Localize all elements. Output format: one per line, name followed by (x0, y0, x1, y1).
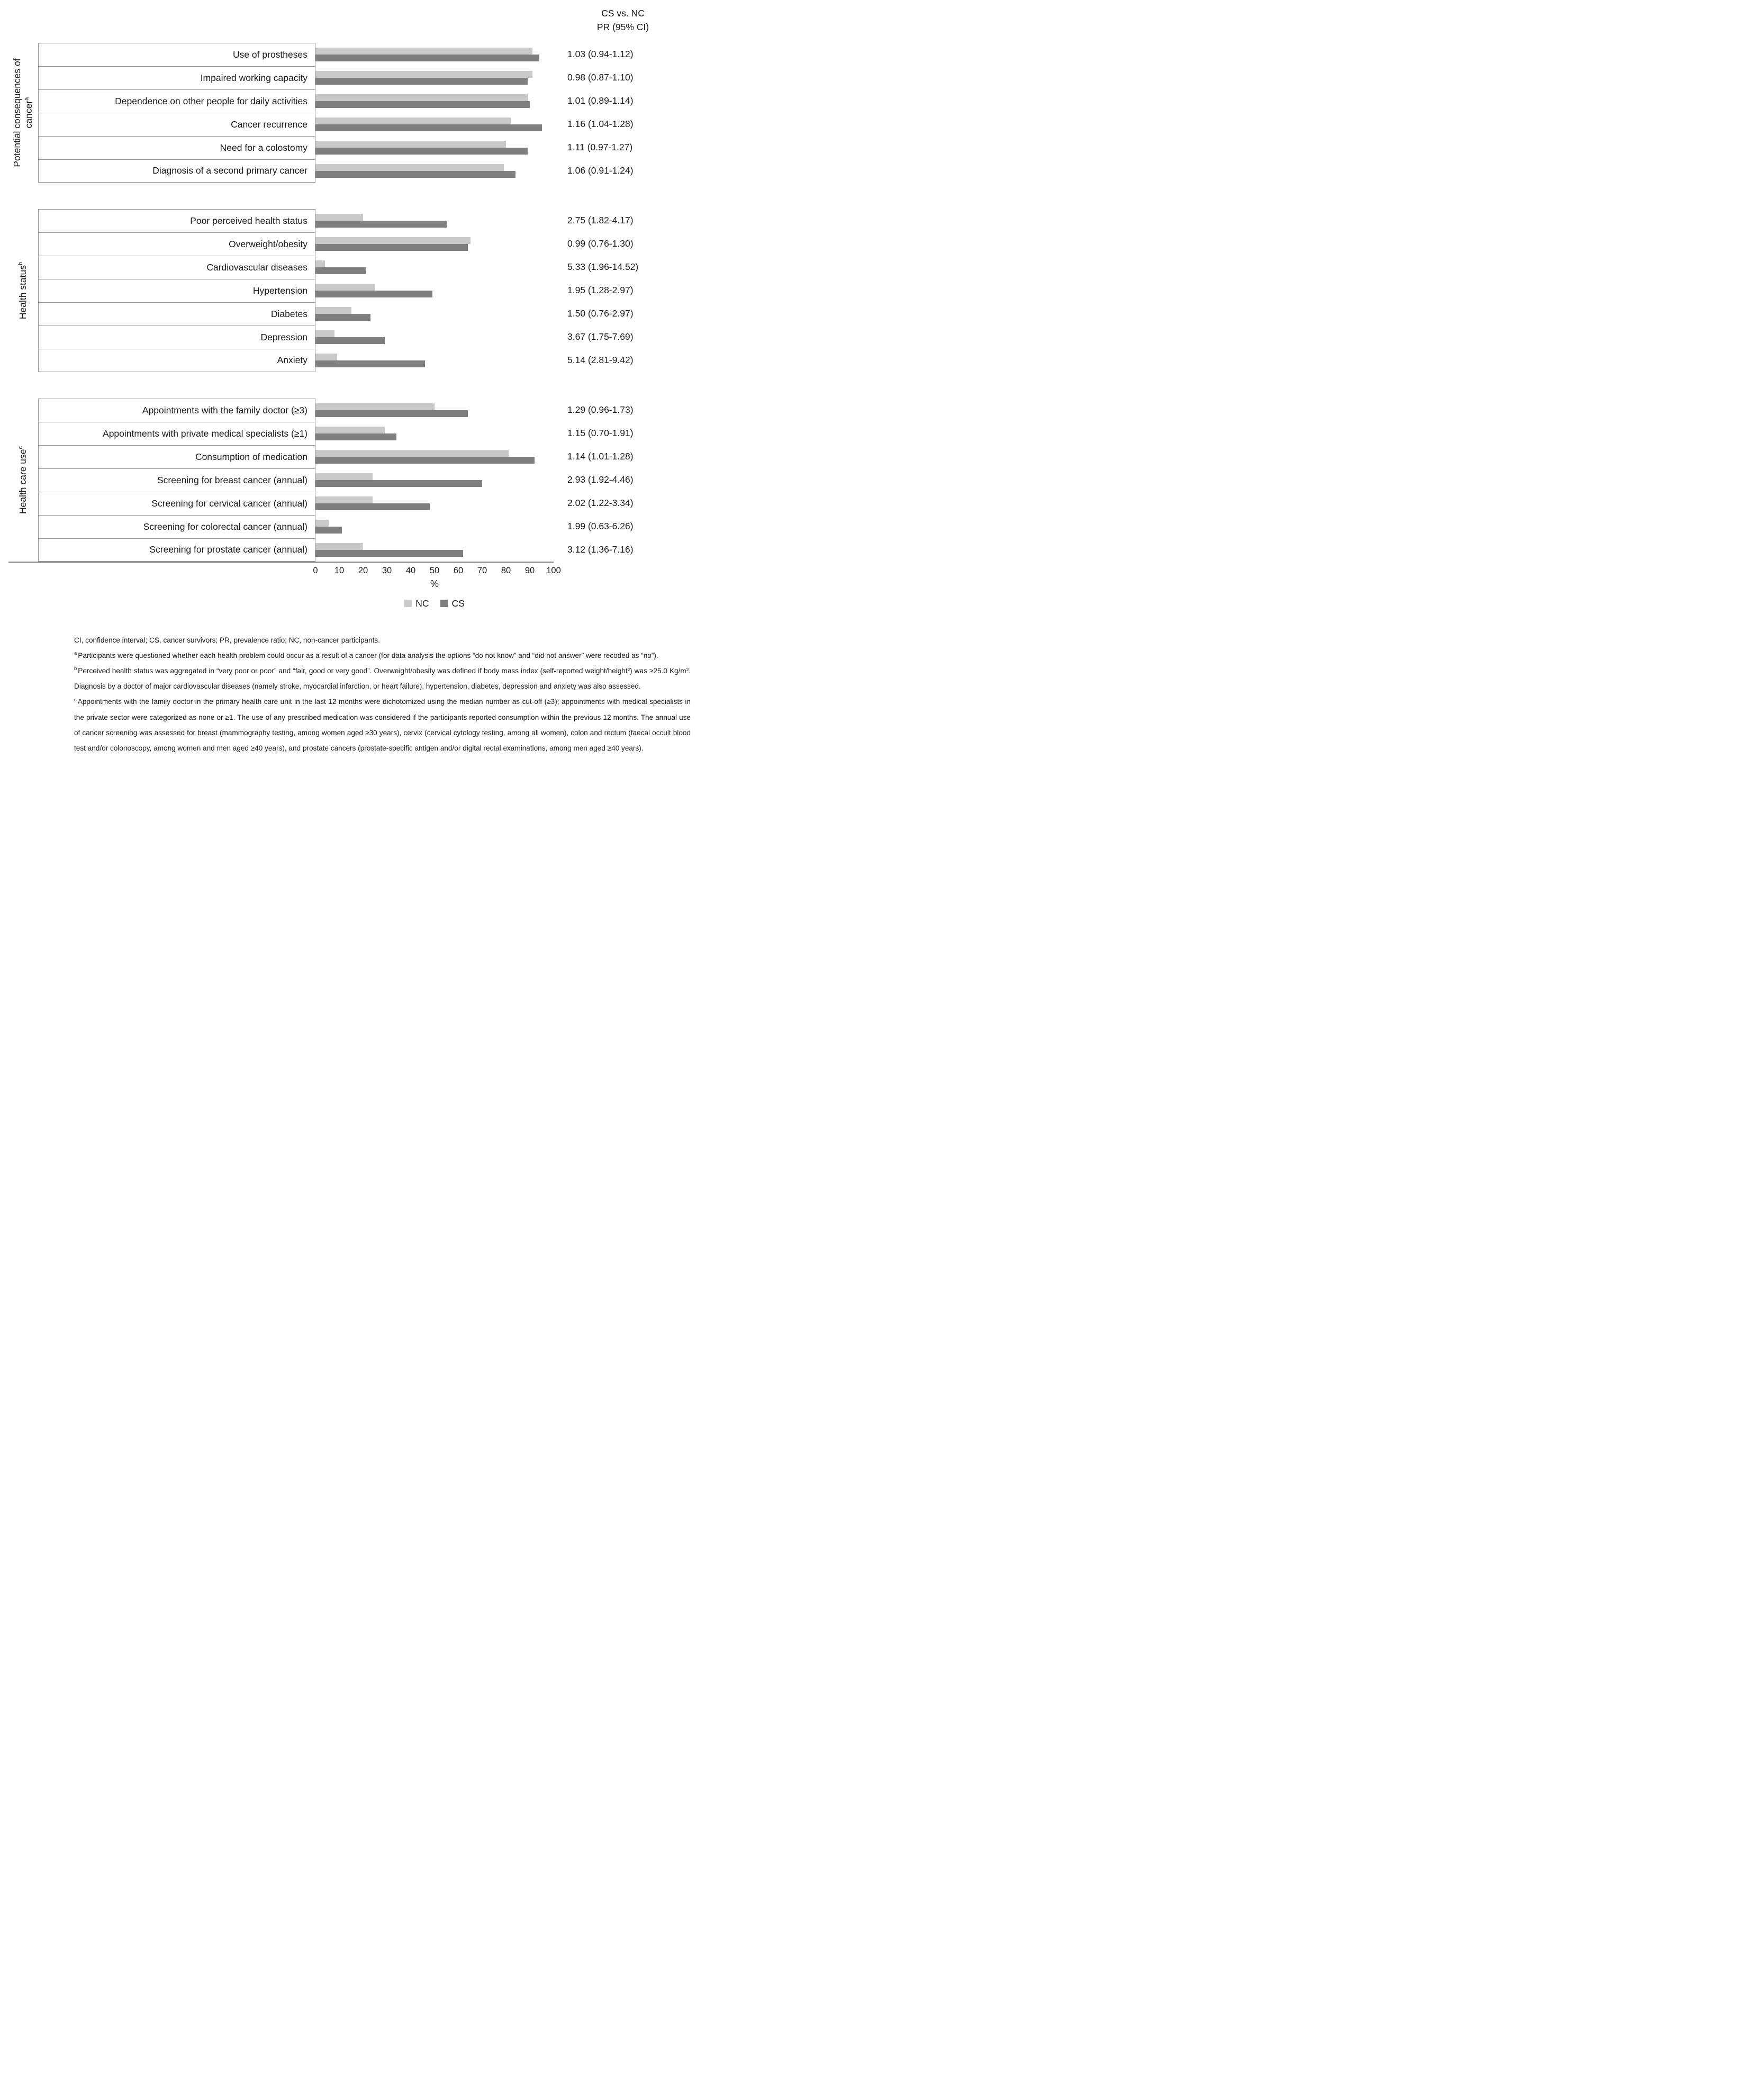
pr-value: 3.12 (1.36-7.16) (567, 544, 634, 555)
pr-value: 1.14 (1.01-1.28) (567, 451, 634, 462)
pr-header-line2: PR (95% CI) (596, 22, 649, 33)
cs-bar (315, 433, 396, 440)
x-axis-tick: 70 (477, 565, 487, 575)
cs-bar (315, 503, 430, 510)
nc-bar (315, 354, 337, 360)
row-bars (315, 209, 554, 232)
chart-row (38, 232, 697, 256)
row-bars (315, 445, 554, 468)
nc-bar (315, 330, 334, 337)
group-axis-label-text (17, 209, 29, 372)
row-label: Screening for breast cancer (annual) (38, 468, 315, 492)
nc-bar (315, 473, 373, 480)
row-label: Screening for colorectal cancer (annual) (38, 515, 315, 538)
row-label: Cancer recurrence (38, 113, 315, 136)
row-bars (315, 326, 554, 349)
chart-row (38, 515, 697, 538)
chart-row (38, 89, 697, 113)
chart-area (8, 43, 697, 562)
nc-bar (315, 496, 373, 503)
row-label: Use of prostheses (38, 43, 315, 66)
chart-group (8, 399, 697, 562)
chart-row (38, 159, 697, 183)
group-name-text: Health status (17, 265, 29, 319)
pr-value: 0.98 (0.87-1.10) (567, 72, 634, 83)
x-axis-label: % (430, 578, 439, 589)
row-label: Screening for cervical cancer (annual) (38, 492, 315, 515)
pr-value: 1.01 (0.89-1.14) (567, 95, 634, 106)
cs-swatch (440, 600, 448, 607)
pr-value: 2.02 (1.22-3.34) (567, 498, 634, 508)
cs-bar (315, 360, 425, 367)
x-axis-tick: 30 (382, 565, 392, 575)
nc-bar (315, 520, 329, 527)
legend-label: CS (451, 598, 465, 609)
row-label: Diabetes (38, 302, 315, 326)
row-bars (315, 89, 554, 113)
x-axis-ticks (313, 563, 561, 576)
pr-value: 5.33 (1.96-14.52) (567, 261, 639, 272)
cs-bar (315, 314, 370, 321)
group-rows (38, 209, 697, 372)
pr-value: 1.99 (0.63-6.26) (567, 521, 634, 531)
cs-bar (315, 221, 447, 228)
row-bars (315, 113, 554, 136)
nc-bar (315, 94, 528, 101)
row-label: Diagnosis of a second primary cancer (38, 159, 315, 183)
group-axis-label-text (17, 399, 29, 562)
chart-row (38, 113, 697, 136)
group-name-superscript: b (17, 261, 24, 265)
x-axis-tick: 0 (313, 565, 318, 575)
cs-bar (315, 78, 528, 85)
row-label: Appointments with private medical specialists (≥1) (38, 422, 315, 445)
x-axis-tick: 60 (453, 565, 464, 575)
group-name-text: Potential consequences of cancer (12, 58, 34, 167)
row-bars (315, 302, 554, 326)
chart-row (38, 66, 697, 89)
x-axis-tick: 50 (429, 565, 440, 575)
chart-row (38, 279, 697, 302)
row-label: Depression (38, 326, 315, 349)
cs-bar (315, 527, 342, 534)
row-bars (315, 422, 554, 445)
group-name-superscript: a (23, 97, 30, 101)
chart-group (8, 43, 697, 183)
chart-row (38, 209, 697, 232)
group-axis-label (8, 209, 38, 372)
chart-legend (315, 598, 554, 609)
nc-bar (315, 48, 532, 55)
group-rows (38, 399, 697, 562)
chart-row (38, 399, 697, 422)
chart-row (38, 538, 697, 562)
nc-bar (315, 141, 506, 148)
chart-row (38, 445, 697, 468)
cs-bar (315, 550, 463, 557)
pr-value: 1.03 (0.94-1.12) (567, 49, 634, 59)
footnote: $^b$ Perceived health status was aggregated in “very poor or poor” and “fair, good or very good”. Overweight/obesity was defined if body mass index (self-reported weight/height²) was ≥25.0 Kg/m². Diagnosis by a doctor of major cardiovascular diseases (namely stroke, myocardial infarction, or heart failure), hypertension, diabetes, depression and anxiety was also assessed. (74, 666, 691, 691)
cs-bar (315, 291, 432, 297)
chart-row (38, 43, 697, 66)
row-bars (315, 399, 554, 422)
row-bars (315, 256, 554, 279)
pr-value: 1.11 (0.97-1.27) (567, 142, 633, 152)
row-label: Screening for prostate cancer (annual) (38, 538, 315, 562)
row-bars (315, 279, 554, 302)
row-bars (315, 43, 554, 66)
x-axis-tick: 40 (405, 565, 416, 575)
row-label: Impaired working capacity (38, 66, 315, 89)
row-bars (315, 468, 554, 492)
nc-bar (315, 260, 325, 267)
footnote-superscript: a (74, 650, 77, 657)
x-axis-tick: 10 (334, 565, 345, 575)
pr-header-line1: CS vs. NC (601, 8, 645, 19)
footnote-superscript: c (74, 697, 77, 703)
chart-row (38, 326, 697, 349)
pr-ci-header (557, 6, 689, 34)
chart-row (38, 422, 697, 445)
cs-bar (315, 148, 528, 155)
cs-bar (315, 124, 542, 131)
pr-value: 1.15 (0.70-1.91) (567, 428, 634, 438)
footnote: CI, confidence interval; CS, cancer survivors; PR, prevalence ratio; NC, non-cancer participants. (74, 636, 380, 644)
chart-row (38, 256, 697, 279)
nc-bar (315, 403, 435, 410)
group-gap (8, 183, 697, 209)
footnote: $^c$ Appointments with the family doctor in the primary health care unit in the last 12 months were dichotomized using the median number as cut-off (≥3); appointments with medical specialists in the private sector were categorized as none or ≥1. The use of any prescribed medication was considered if the participants reported consumption within the previous 12 months. The annual use of cancer screening was assessed for breast (mammography testing, among women aged ≥30 years), cervix (cervical cytology testing, among all women), colon and rectum (faecal occult blood test and/or colonoscopy, among women and men aged ≥40 years), and prostate cancers (prostate-specific antigen and/or digital rectal examinations, among men aged ≥40 years). (74, 697, 691, 753)
nc-bar (315, 214, 363, 221)
x-axis-tick: 80 (501, 565, 511, 575)
pr-value: 2.93 (1.92-4.46) (567, 474, 634, 485)
group-axis-label (8, 43, 38, 183)
footnote-superscript: b (74, 666, 77, 672)
cs-bar (315, 267, 366, 274)
group-axis-label (8, 399, 38, 562)
row-label: Overweight/obesity (38, 232, 315, 256)
nc-bar (315, 164, 504, 171)
row-label: Appointments with the family doctor (≥3) (38, 399, 315, 422)
chart-row (38, 136, 697, 159)
row-label: Dependence on other people for daily activities (38, 89, 315, 113)
pr-value: 1.29 (0.96-1.73) (567, 404, 634, 415)
row-bars (315, 232, 554, 256)
cs-bar (315, 101, 530, 108)
nc-bar (315, 284, 375, 291)
chart-row (38, 492, 697, 515)
nc-bar (315, 450, 509, 457)
row-label: Consumption of medication (38, 445, 315, 468)
row-label: Anxiety (38, 349, 315, 372)
cs-bar (315, 480, 482, 487)
row-bars (315, 538, 554, 562)
legend-item-cs (440, 598, 464, 609)
nc-bar (315, 307, 351, 314)
pr-value: 1.95 (1.28-2.97) (567, 285, 634, 295)
nc-swatch (404, 600, 412, 607)
pr-value: 0.99 (0.76-1.30) (567, 238, 634, 249)
chart-row (38, 468, 697, 492)
figure (0, 0, 705, 777)
legend-label: NC (415, 598, 429, 609)
row-label: Hypertension (38, 279, 315, 302)
row-bars (315, 159, 554, 183)
chart-row (38, 302, 697, 326)
row-label: Poor perceived health status (38, 209, 315, 232)
chart-group (8, 209, 697, 372)
legend-item-nc (404, 598, 429, 609)
x-axis-tick: 90 (524, 565, 535, 575)
pr-value: 1.06 (0.91-1.24) (567, 165, 634, 176)
cs-bar (315, 55, 539, 61)
footnote: $^a$ Participants were questioned whether each health problem could occur as a result of a cancer (for data analysis the options “do not know” and “did not answer” were recoded as “no”). (74, 650, 658, 659)
nc-bar (315, 543, 363, 550)
row-bars (315, 492, 554, 515)
nc-bar (315, 118, 511, 124)
cs-bar (315, 244, 468, 251)
group-rows (38, 43, 697, 183)
cs-bar (315, 171, 515, 178)
x-axis-tick: 20 (358, 565, 368, 575)
cs-bar (315, 337, 385, 344)
pr-value: 5.14 (2.81-9.42) (567, 355, 634, 365)
nc-bar (315, 237, 471, 244)
x-axis-tick: 100 (546, 565, 561, 575)
pr-value: 1.16 (1.04-1.28) (567, 119, 634, 129)
row-bars (315, 349, 554, 372)
group-gap (8, 372, 697, 399)
pr-value: 2.75 (1.82-4.17) (567, 215, 634, 225)
pr-value: 1.50 (0.76-2.97) (567, 308, 634, 319)
row-label: Cardiovascular diseases (38, 256, 315, 279)
row-bars (315, 66, 554, 89)
chart-row (38, 349, 697, 372)
nc-bar (315, 71, 532, 78)
footnotes (74, 633, 691, 756)
group-name-text: Health care use (17, 448, 29, 514)
row-bars (315, 136, 554, 159)
nc-bar (315, 427, 385, 433)
pr-value: 3.67 (1.75-7.69) (567, 331, 634, 342)
group-name-superscript: c (17, 446, 24, 449)
cs-bar (315, 457, 535, 464)
group-axis-label-text (12, 43, 35, 183)
cs-bar (315, 410, 468, 417)
row-bars (315, 515, 554, 538)
row-label: Need for a colostomy (38, 136, 315, 159)
